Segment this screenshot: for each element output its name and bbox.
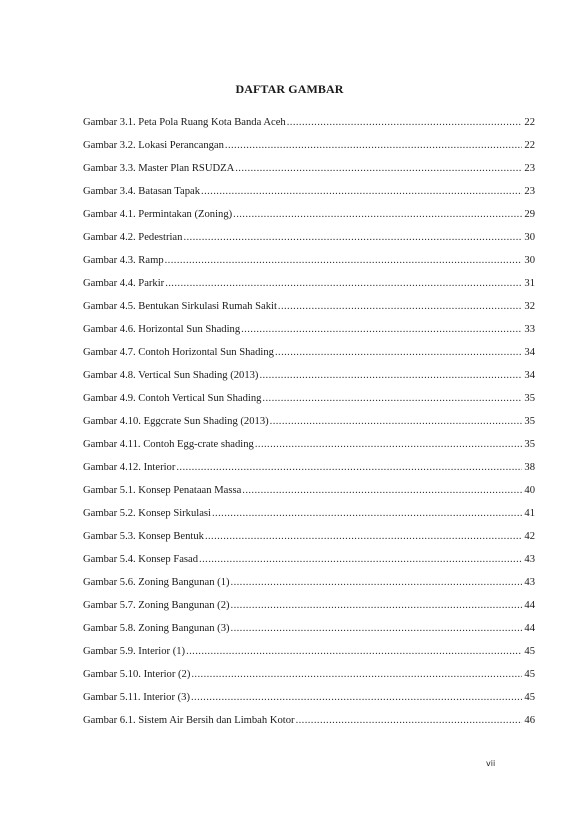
toc-entry[interactable]: [83, 507, 535, 530]
toc-dot-leader: [278, 300, 522, 314]
toc-entry-page: 43: [524, 554, 535, 565]
toc-entry-label: Gambar 4.9. Contoh Vertical Sun Shading: [83, 393, 262, 404]
toc-dot-leader: [241, 323, 522, 337]
toc-dot-leader: [186, 645, 522, 659]
toc-dot-leader: [212, 507, 522, 521]
toc-entry-page: 45: [524, 692, 535, 703]
toc-dot-leader: [255, 438, 522, 452]
toc-entry-page: 38: [524, 462, 535, 473]
toc-entry[interactable]: [83, 116, 535, 139]
toc-entry-label: Gambar 4.6. Horizontal Sun Shading: [83, 324, 241, 335]
toc-entry-label: Gambar 3.1. Peta Pola Ruang Kota Banda Aceh: [83, 117, 286, 128]
toc-dot-leader: [235, 162, 522, 176]
toc-dot-leader: [201, 185, 522, 199]
toc-dot-leader: [176, 461, 522, 475]
toc-entry-page: 32: [524, 301, 535, 312]
toc-entry-page: 29: [524, 209, 535, 220]
toc-entry[interactable]: [83, 438, 535, 461]
toc-entry[interactable]: [83, 553, 535, 576]
toc-entry[interactable]: [83, 254, 535, 277]
toc-dot-leader: [165, 277, 522, 291]
toc-dot-leader: [296, 714, 522, 728]
toc-entry-label: Gambar 4.7. Contoh Horizontal Sun Shading: [83, 347, 274, 358]
toc-entry[interactable]: [83, 668, 535, 691]
toc-entry-page: 41: [524, 508, 535, 519]
toc-entry-label: Gambar 5.8. Zoning Bangunan (3): [83, 623, 230, 634]
toc-entry[interactable]: [83, 208, 535, 231]
toc-entry-label: Gambar 4.12. Interior: [83, 462, 176, 473]
toc-entry-label: Gambar 3.3. Master Plan RSUDZA: [83, 163, 235, 174]
toc-dot-leader: [183, 231, 522, 245]
toc-entry-label: Gambar 4.4. Parkir: [83, 278, 165, 289]
toc-dot-leader: [231, 576, 522, 590]
toc-entry-label: Gambar 5.4. Konsep Fasad: [83, 554, 199, 565]
toc-entry-page: 34: [524, 370, 535, 381]
toc-entry[interactable]: [83, 461, 535, 484]
toc-entry[interactable]: [83, 530, 535, 553]
toc-entry-page: 45: [524, 646, 535, 657]
toc-entry-label: Gambar 4.11. Contoh Egg-crate shading: [83, 439, 254, 450]
toc-dot-leader: [233, 208, 522, 222]
toc-entry-page: 23: [524, 163, 535, 174]
toc-entry-label: Gambar 5.1. Konsep Penataan Massa: [83, 485, 242, 496]
toc-entry-label: Gambar 5.3. Konsep Bentuk: [83, 531, 204, 542]
toc-entry-label: Gambar 3.4. Batasan Tapak: [83, 186, 201, 197]
toc-entry-page: 30: [524, 255, 535, 266]
toc-entry-page: 45: [524, 669, 535, 680]
toc-entry[interactable]: [83, 300, 535, 323]
toc-dot-leader: [242, 484, 522, 498]
toc-entry[interactable]: [83, 714, 535, 737]
toc-entry[interactable]: [83, 277, 535, 300]
toc-entry-label: Gambar 5.11. Interior (3): [83, 692, 190, 703]
toc-entry-label: Gambar 4.8. Vertical Sun Shading (2013): [83, 370, 259, 381]
toc-entry-page: 30: [524, 232, 535, 243]
toc-entry-page: 35: [524, 393, 535, 404]
toc-entry-label: Gambar 5.2. Konsep Sirkulasi: [83, 508, 211, 519]
toc-entry[interactable]: [83, 484, 535, 507]
toc-entry[interactable]: [83, 392, 535, 415]
toc-entry[interactable]: [83, 415, 535, 438]
toc-entry[interactable]: [83, 139, 535, 162]
toc-entry-page: 46: [524, 715, 535, 726]
toc-entry-page: 35: [524, 439, 535, 450]
toc-dot-leader: [205, 530, 522, 544]
toc-entry[interactable]: [83, 346, 535, 369]
toc-dot-leader: [199, 553, 522, 567]
toc-dot-leader: [165, 254, 522, 268]
toc-dot-leader: [191, 668, 522, 682]
toc-entry-label: Gambar 4.1. Permintakan (Zoning): [83, 209, 233, 220]
toc-entry[interactable]: [83, 231, 535, 254]
toc-entry-page: 34: [524, 347, 535, 358]
toc-entry-page: 44: [524, 600, 535, 611]
toc-entry-page: 22: [524, 117, 535, 128]
toc-entry[interactable]: [83, 185, 535, 208]
toc-entry-label: Gambar 4.3. Ramp: [83, 255, 164, 266]
toc-entry[interactable]: [83, 645, 535, 668]
toc-entry-page: 31: [524, 278, 535, 289]
toc-dot-leader: [259, 369, 522, 383]
toc-dot-leader: [191, 691, 522, 705]
toc-entry-label: Gambar 5.9. Interior (1): [83, 646, 186, 657]
toc-entry[interactable]: [83, 162, 535, 185]
toc-entry[interactable]: [83, 369, 535, 392]
toc-entry-page: 23: [524, 186, 535, 197]
toc-entry-label: Gambar 3.2. Lokasi Perancangan: [83, 140, 224, 151]
toc-dot-leader: [231, 622, 522, 636]
toc-entry[interactable]: [83, 323, 535, 346]
toc-entry-page: 42: [524, 531, 535, 542]
toc-dot-leader: [262, 392, 522, 406]
toc-entry[interactable]: [83, 576, 535, 599]
toc-dot-leader: [270, 415, 522, 429]
toc-entry-page: 35: [524, 416, 535, 427]
toc-entry[interactable]: [83, 691, 535, 714]
toc-entry-label: Gambar 5.7. Zoning Bangunan (2): [83, 600, 230, 611]
page-number: vii: [486, 759, 496, 768]
page-title: DAFTAR GAMBAR: [235, 82, 344, 96]
toc-entry-label: Gambar 4.10. Eggcrate Sun Shading (2013): [83, 416, 269, 427]
toc-entry[interactable]: [83, 622, 535, 645]
toc-entry-label: Gambar 5.6. Zoning Bangunan (1): [83, 577, 230, 588]
toc-entry-page: 44: [524, 623, 535, 634]
toc-dot-leader: [287, 116, 522, 130]
toc-entry-label: Gambar 4.2. Pedestrian: [83, 232, 183, 243]
toc-entry-page: 40: [524, 485, 535, 496]
toc-entry[interactable]: [83, 599, 535, 622]
toc-dot-leader: [231, 599, 522, 613]
toc-entry-label: Gambar 5.10. Interior (2): [83, 669, 191, 680]
toc-dot-leader: [225, 139, 522, 153]
toc-entry-label: Gambar 6.1. Sistem Air Bersih dan Limbah Kotor: [83, 715, 295, 726]
toc-entry-page: 43: [524, 577, 535, 588]
toc-entry-page: 22: [524, 140, 535, 151]
list-of-figures: [83, 116, 535, 737]
toc-entry-label: Gambar 4.5. Bentukan Sirkulasi Rumah Sakit: [83, 301, 277, 312]
toc-dot-leader: [275, 346, 522, 360]
toc-entry-page: 33: [524, 324, 535, 335]
